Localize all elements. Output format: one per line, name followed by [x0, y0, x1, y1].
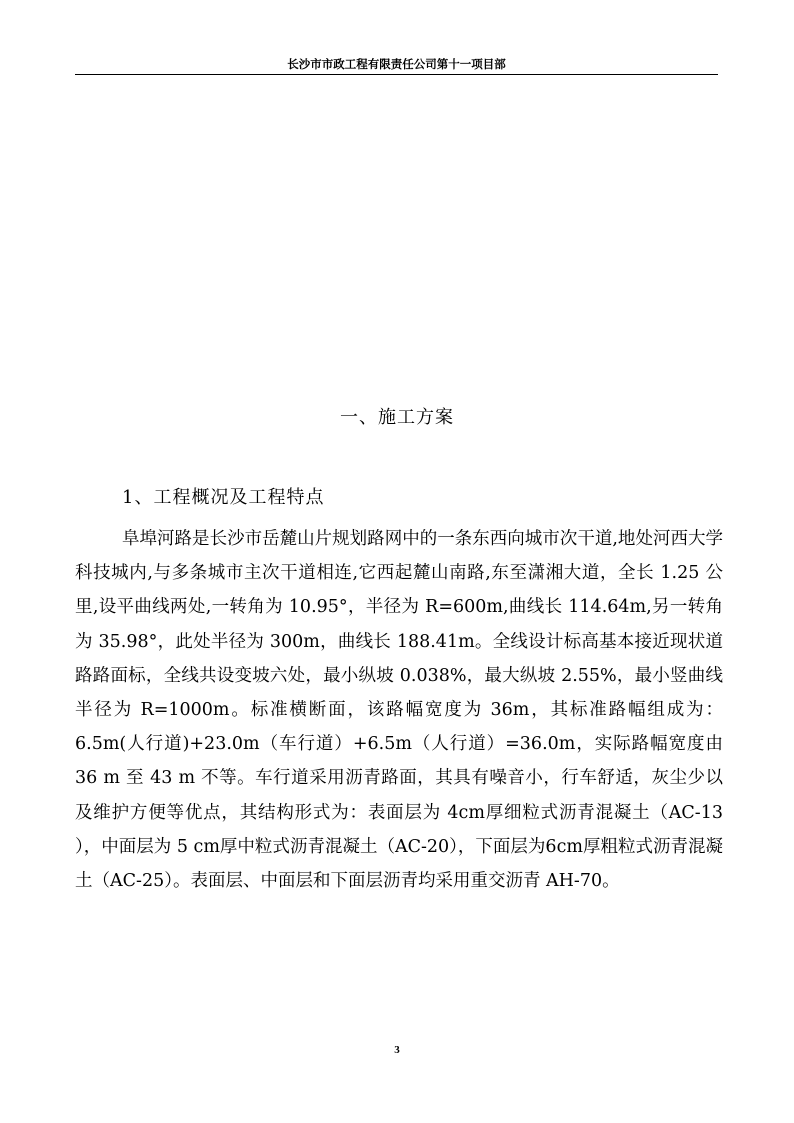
page-header: 长沙市市政工程有限责任公司第十一项目部	[287, 57, 506, 71]
page-number: 3	[394, 1044, 400, 1056]
section-title: 一、施工方案	[340, 407, 454, 428]
body-text	[75, 522, 723, 898]
body-paragraph: 阜埠河路是长沙市岳麓山片规划路网中的一条东西向城市次干道,地处河西大学科技城内,与多条城市主次干道相连,它西起麓山南路,东至潇湘大道，全长 1.25 公里,设平曲线两处,一转角为 10.95°，半径为 R=600m,曲线长 114.64m,另一转角为 35.98°，此处半径为 300m，曲线长 188.41m。全线设计标高基本接近现状道路路面标，全线共设变坡六处，最小纵坡 0.038%，最大纵坡 2.55%，最小竖曲线半径为 R=1000m。标准横断面，该路幅宽度为 36m，其标准路幅组成为：6.5m(人行道)+23.0m（车行道）+6.5m（人行道）=36.0m，实际路幅宽度由 36 m 至 43 m 不等。车行道采用沥青路面，其具有噪音小，行车舒适，灰尘少以及维护方便等优点，其结构形式为：表面层为 4cm厚细粒式沥青混凝土（AC-13 ），中面层为 5 cm厚中粒式沥青混凝土（AC-20），下面层为6cm厚粗粒式沥青混凝土（AC-25）。表面层、中面层和下面层沥青均采用重交沥青 AH-70。	[75, 529, 723, 892]
subsection-title: 1、工程概况及工程特点	[122, 487, 325, 508]
header-divider	[75, 74, 718, 75]
